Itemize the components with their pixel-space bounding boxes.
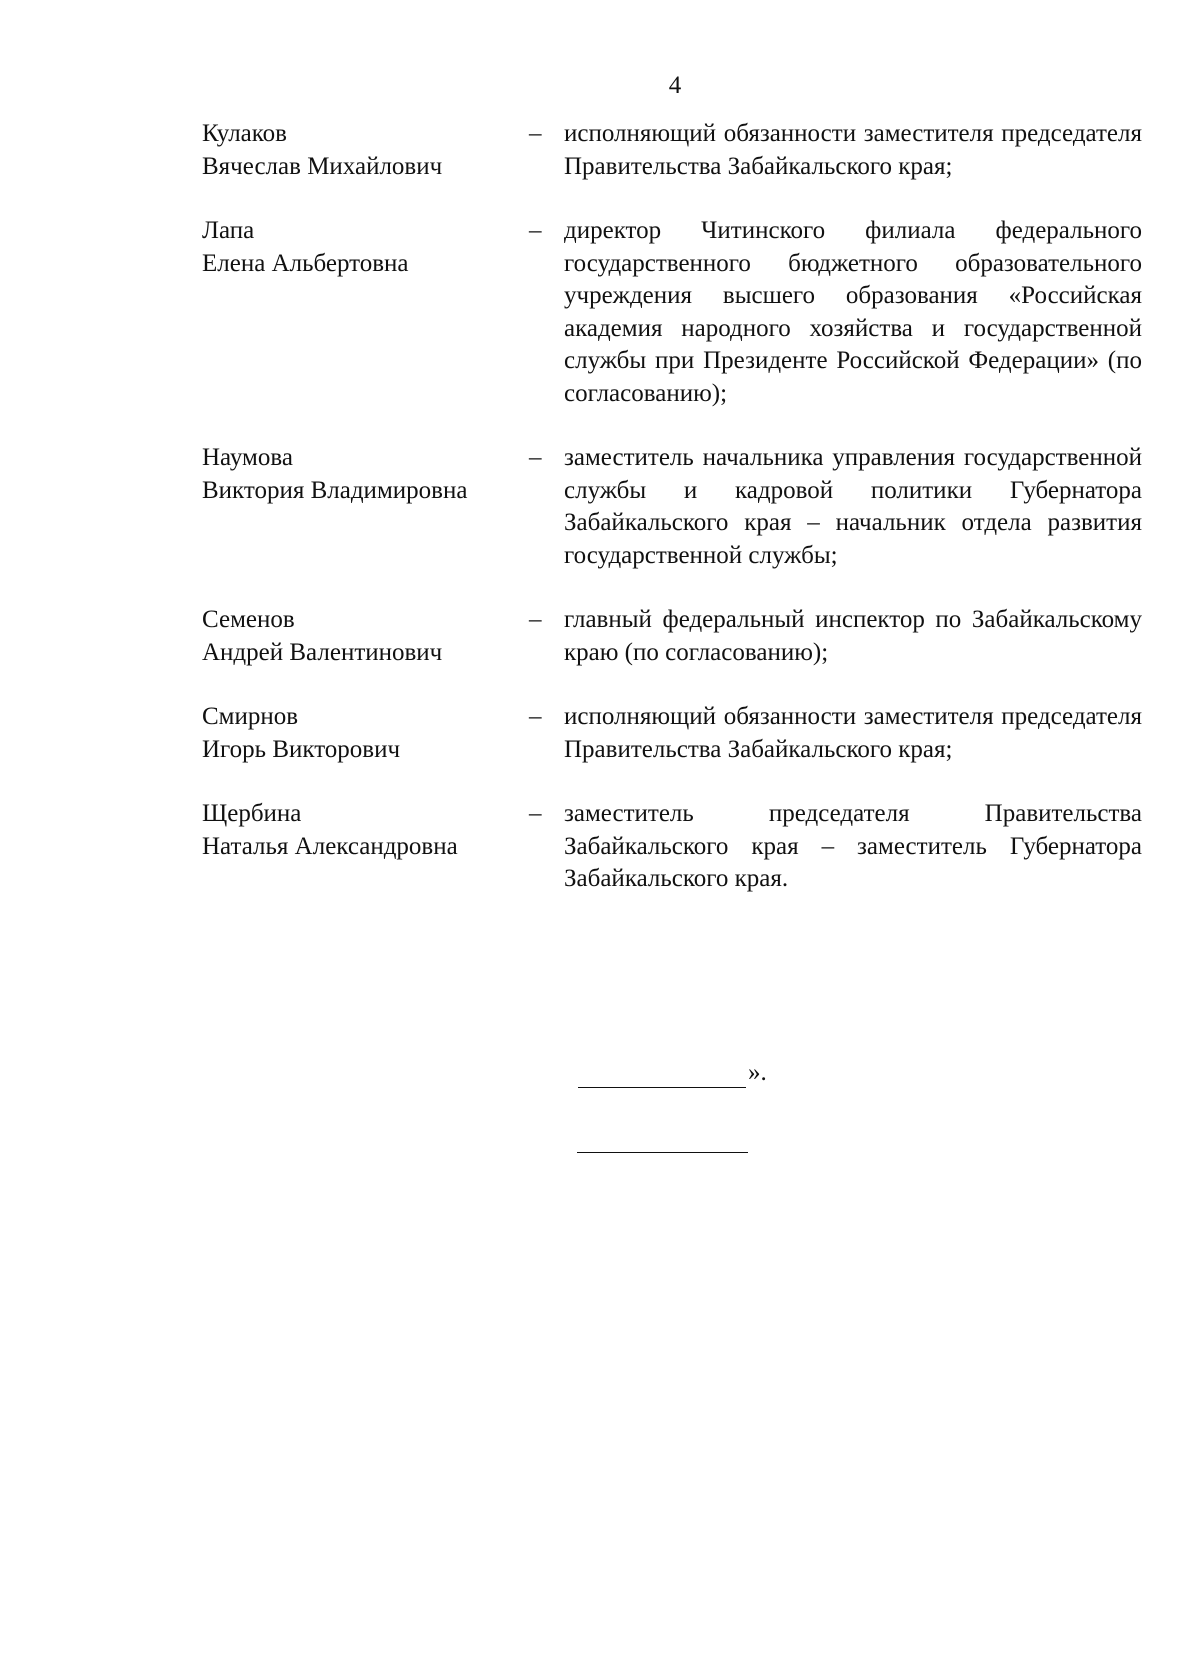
member-position: исполняющий обязанности заместителя председателя Правительства Забайкальского края; bbox=[564, 120, 1142, 180]
member-entry bbox=[202, 215, 1142, 410]
member-entry bbox=[202, 701, 1142, 766]
member-given-names: Елена Альбертовна bbox=[202, 249, 409, 277]
member-dash: – bbox=[529, 444, 542, 471]
member-name bbox=[202, 701, 524, 766]
member-entry bbox=[202, 118, 1142, 183]
member-name bbox=[202, 118, 524, 183]
member-position: директор Читинского филиала федерального государственного бюджетного образовательного учреждения высшего образования «Российская академия народного хозяйства и государственной службы при Президенте Российской Федерации» (по согласованию); bbox=[564, 217, 1142, 407]
member-dash: – bbox=[529, 703, 542, 730]
member-given-names: Вячеслав Михайлович bbox=[202, 152, 443, 180]
member-entry bbox=[202, 798, 1142, 896]
member-entry bbox=[202, 604, 1142, 669]
member-given-names: Наталья Александровна bbox=[202, 832, 458, 860]
closing-quote: ». bbox=[748, 1059, 767, 1086]
member-entry bbox=[202, 442, 1142, 572]
member-position: главный федеральный инспектор по Забайкальскому краю (по согласованию); bbox=[564, 606, 1142, 666]
end-of-document-rule bbox=[577, 1152, 748, 1153]
member-dash: – bbox=[529, 120, 542, 147]
member-position: исполняющий обязанности заместителя председателя Правительства Забайкальского края; bbox=[564, 703, 1142, 763]
member-list bbox=[202, 118, 1142, 896]
member-surname: Щербина bbox=[202, 800, 302, 827]
member-dash: – bbox=[529, 606, 542, 633]
member-name bbox=[202, 604, 524, 669]
member-position: заместитель начальника управления государственной службы и кадровой политики Губернатора Забайкальского края – начальник отдела развития государственной службы; bbox=[564, 444, 1142, 569]
member-surname: Семенов bbox=[202, 606, 295, 633]
member-surname: Лапа bbox=[202, 217, 255, 244]
closing-mark bbox=[578, 1058, 767, 1088]
member-given-names: Андрей Валентинович bbox=[202, 638, 443, 666]
member-surname: Кулаков bbox=[202, 120, 287, 147]
member-name bbox=[202, 798, 524, 896]
member-given-names: Игорь Викторович bbox=[202, 735, 401, 763]
member-dash: – bbox=[529, 217, 542, 244]
member-position: заместитель председателя Правительства Забайкальского края – заместитель Губернатора Забайкальского края. bbox=[564, 800, 1142, 892]
member-name bbox=[202, 442, 524, 572]
member-surname: Смирнов bbox=[202, 703, 299, 730]
closing-underline bbox=[578, 1063, 746, 1088]
member-surname: Наумова bbox=[202, 444, 293, 471]
member-given-names: Виктория Владимировна bbox=[202, 476, 468, 504]
member-name bbox=[202, 215, 524, 410]
member-dash: – bbox=[529, 800, 542, 827]
page-number: 4 bbox=[668, 72, 682, 99]
